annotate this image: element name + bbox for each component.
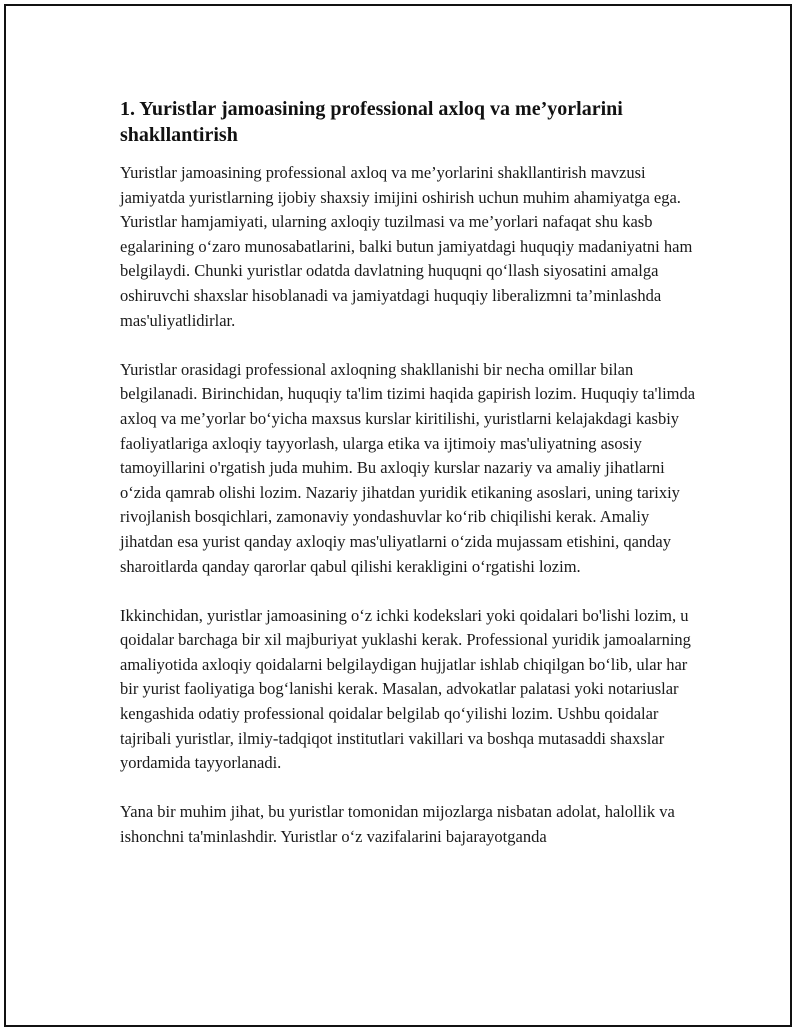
document-page — [4, 4, 792, 1027]
paragraph-4: Yana bir muhim jihat, bu yuristlar tomonidan mijozlarga nisbatan adolat, halollik va ishonchni ta'minlashdir. Yuristlar o‘z vazifalarini bajarayotganda — [120, 802, 675, 847]
paragraph-2: Yuristlar orasidagi professional axloqning shakllanishi bir necha omillar bilan belgilanadi. Birinchidan, huquqiy ta'lim tizimi haqida gapirish lozim. Huquqiy ta'limda axloq va me’yorlar bo‘yicha maxsus kurslar kiritilishi, yuristlarni kelajakdagi kasbiy faoliyatlariga axloqiy tayyorlash, ularga etika va ijtimoiy mas'uliyatning asosiy tamoyillarini o'rgatish juda muhim. Bu axloqiy kurslar nazariy va amaliy jihatlarni o‘zida qamrab olishi lozim. Nazariy jihatdan yuridik etikaning asoslari, uning tarixiy rivojlanish bosqichlari, zamonaviy yondashuvlar ko‘rib chiqilishi kerak. Amaliy jihatdan esa yurist qanday axloqiy mas'uliyatlarni o‘zida mujassam etishini, qanday sharoitlarda qanday qarorlar qabul qilishi kerakligini o‘rgatishi lozim. — [120, 359, 696, 576]
paragraph-1: Yuristlar jamoasining professional axloq va me’yorlarini shakllantirish mavzusi jamiyatda yuristlarning ijobiy shaxsiy imijini oshirish uchun muhim ahamiyatga ega. Yuristlar hamjamiyati, ularning axloqiy tuzilmasi va me’yorlari nafaqat shu kasb egalarining o‘zaro munosabatlarini, balki butun jamiyatdagi huquqiy madaniyatni ham belgilaydi. Chunki yuristlar odatda davlatning huquqni qo‘llash siyosatini amalga oshiruvchi shaxslar hisoblanadi va jamiyatdagi huquqiy liberalizmni ta’minlashda mas'uliyatlidirlar. — [120, 163, 693, 330]
section-heading: 1. Yuristlar jamoasining professional axloq va me’yorlarini shakllantirish — [120, 98, 623, 146]
paragraph-3: Ikkinchidan, yuristlar jamoasining o‘z ichki kodekslari yoki qoidalari bo'lishi lozim, u qoidalar barchaga bir xil majburiyat yuklashi kerak. Professional yuridik jamoalarning amaliyotida axloqiy qoidalarni belgilaydigan hujjatlar ishlab chiqilgan bo‘lib, ular har bir yurist faoliyatiga bog‘lanishi kerak. Masalan, advokatlar palatasi yoki notariuslar kengashida odatiy professional qoidalar belgilab qo‘yilishi lozim. Ushbu qoidalar tajribali yuristlar, ilmiy-tadqiqot institutlari vakillari va boshqa mutasaddi shaxslar yordamida tayyorlanadi. — [120, 605, 691, 773]
document-body — [120, 96, 700, 850]
